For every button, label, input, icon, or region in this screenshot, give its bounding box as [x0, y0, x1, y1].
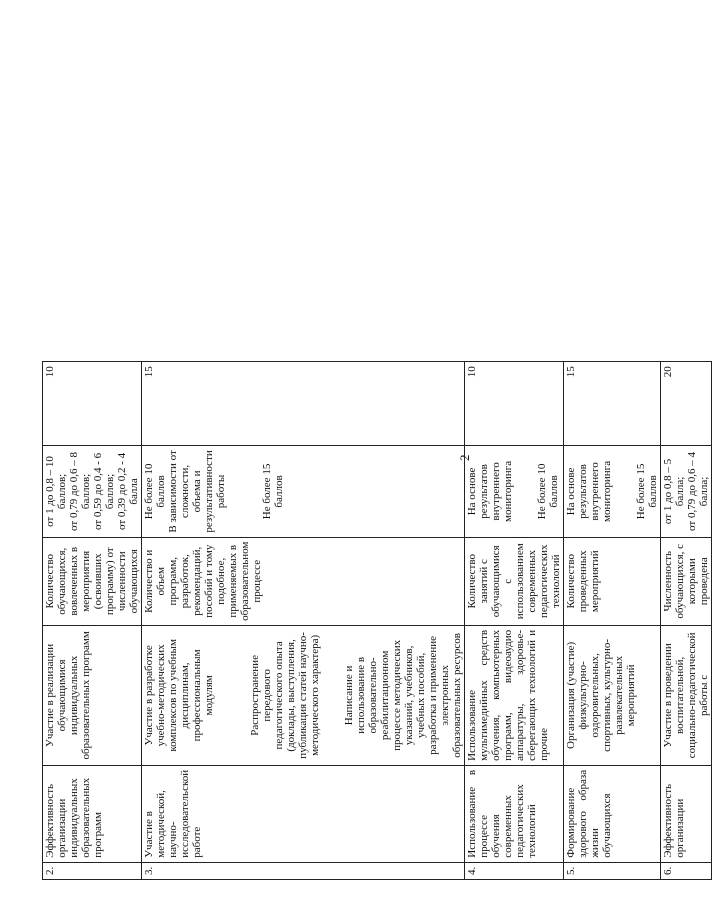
measure-cell: Численность обучающихся, с которыми проведена	[661, 537, 712, 625]
evaluation-cell	[43, 446, 142, 537]
score-cell: 20	[661, 362, 712, 446]
evaluation-line: Не более 15 баллов	[261, 463, 285, 520]
table-row	[465, 362, 564, 880]
row-number: 6.	[661, 862, 712, 879]
evaluation-line: от 1 до 0,8 – 10 баллов;	[44, 456, 68, 527]
row-number: 4.	[465, 862, 564, 879]
table-row	[142, 362, 465, 880]
criterion-cell: Эффективность организации	[661, 765, 712, 862]
criteria-table	[42, 361, 712, 880]
indicator-cell: Организация (участие) физкультурно-оздоровительных, спортивных, культурно-развлекательных мероприятий	[564, 625, 661, 765]
indicator-item: Участие в разработке учебно-методических комплексов по учебным дисциплинам, профессиональным модулям	[143, 639, 215, 752]
indicator-cell	[142, 625, 465, 765]
measure-cell: Количество обучающихся, вовлеченных в мероприятия (освоивших программу) от численности обучающихся	[43, 537, 142, 625]
row-number: 3.	[142, 862, 465, 879]
evaluation-line: от 1 до 0,8 – 5 балла;	[662, 458, 686, 525]
evaluation-line: Не более 10 баллов	[143, 463, 167, 520]
evaluation-cell	[564, 446, 661, 537]
evaluation-line: от 0,39 до 0,2 - 4 балла	[116, 452, 140, 531]
evaluation-line: На основе результатов внутреннего мониторинга	[565, 460, 613, 522]
evaluation-line: от 0,79 до 0,6 – 4 балла;	[686, 451, 710, 531]
evaluation-line: На основе результатов внутреннего мониторинга	[466, 460, 514, 522]
evaluation-line: Не более 15 баллов	[635, 463, 659, 520]
measure-cell: Количество занятий с обучающимися с использованием современных педагогических технологий	[465, 537, 564, 625]
criterion-cell: Участие в методической, научно-исследовательской работе	[142, 765, 465, 862]
indicator-item: Распространение передового педагогического опыта (доклады, выступления, публикация статей научно-методического характера)	[249, 632, 321, 759]
indicator-item: Написание и использование в образовательно-реабилитационном процессе методических указаний, учебников, учебных пособий, разработка и применение электронных образовательных ресурсов	[343, 633, 463, 758]
evaluation-line: Не более 10 баллов	[536, 463, 560, 520]
score-cell: 10	[465, 362, 564, 446]
indicator-cell: Участие в реализации обучающимися индивидуальных образовательных программ	[43, 625, 142, 765]
table-row	[564, 362, 661, 880]
evaluation-cell	[465, 446, 564, 537]
table-row	[43, 362, 142, 880]
score-cell: 15	[564, 362, 661, 446]
evaluation-cell	[142, 446, 465, 537]
evaluation-line: от 0,79 до 0,6 – 8 баллов;	[68, 451, 92, 531]
evaluation-line: от 0,59 до 0,4 - 6 баллов;	[92, 452, 116, 531]
score-cell: 10	[43, 362, 142, 446]
criterion-cell: Использование в процессе обучения современных педагогических технологий	[465, 765, 564, 862]
indicator-cell: Участие в проведении воспитательной, социально-педагогической работы с	[661, 625, 712, 765]
criterion-cell: Формирование здорового образа жизни обучающихся	[564, 765, 661, 862]
row-number: 2.	[43, 862, 142, 879]
measure-cell: Количество и объем программ, разработок, рекомендаций, пособий и тому подобное, применяемых в образовательном процессе	[142, 537, 465, 625]
table-row	[661, 362, 712, 880]
page-number: 2	[457, 454, 472, 461]
measure-cell: Количество проведенных мероприятий	[564, 537, 661, 625]
indicator-cell: Использование мультимедийных средств обучения, компьютерных программ, видеоаудио аппаратуры, здоровье-сберегающих технологий и прочие	[465, 625, 564, 765]
score-cell: 15	[142, 362, 465, 446]
evaluation-line: В зависимости от сложности, объема и результативности работы	[167, 450, 227, 533]
criterion-cell: Эффективность организации индивидуальных образовательных программ	[43, 765, 142, 862]
row-number: 5.	[564, 862, 661, 879]
evaluation-cell	[661, 446, 712, 537]
